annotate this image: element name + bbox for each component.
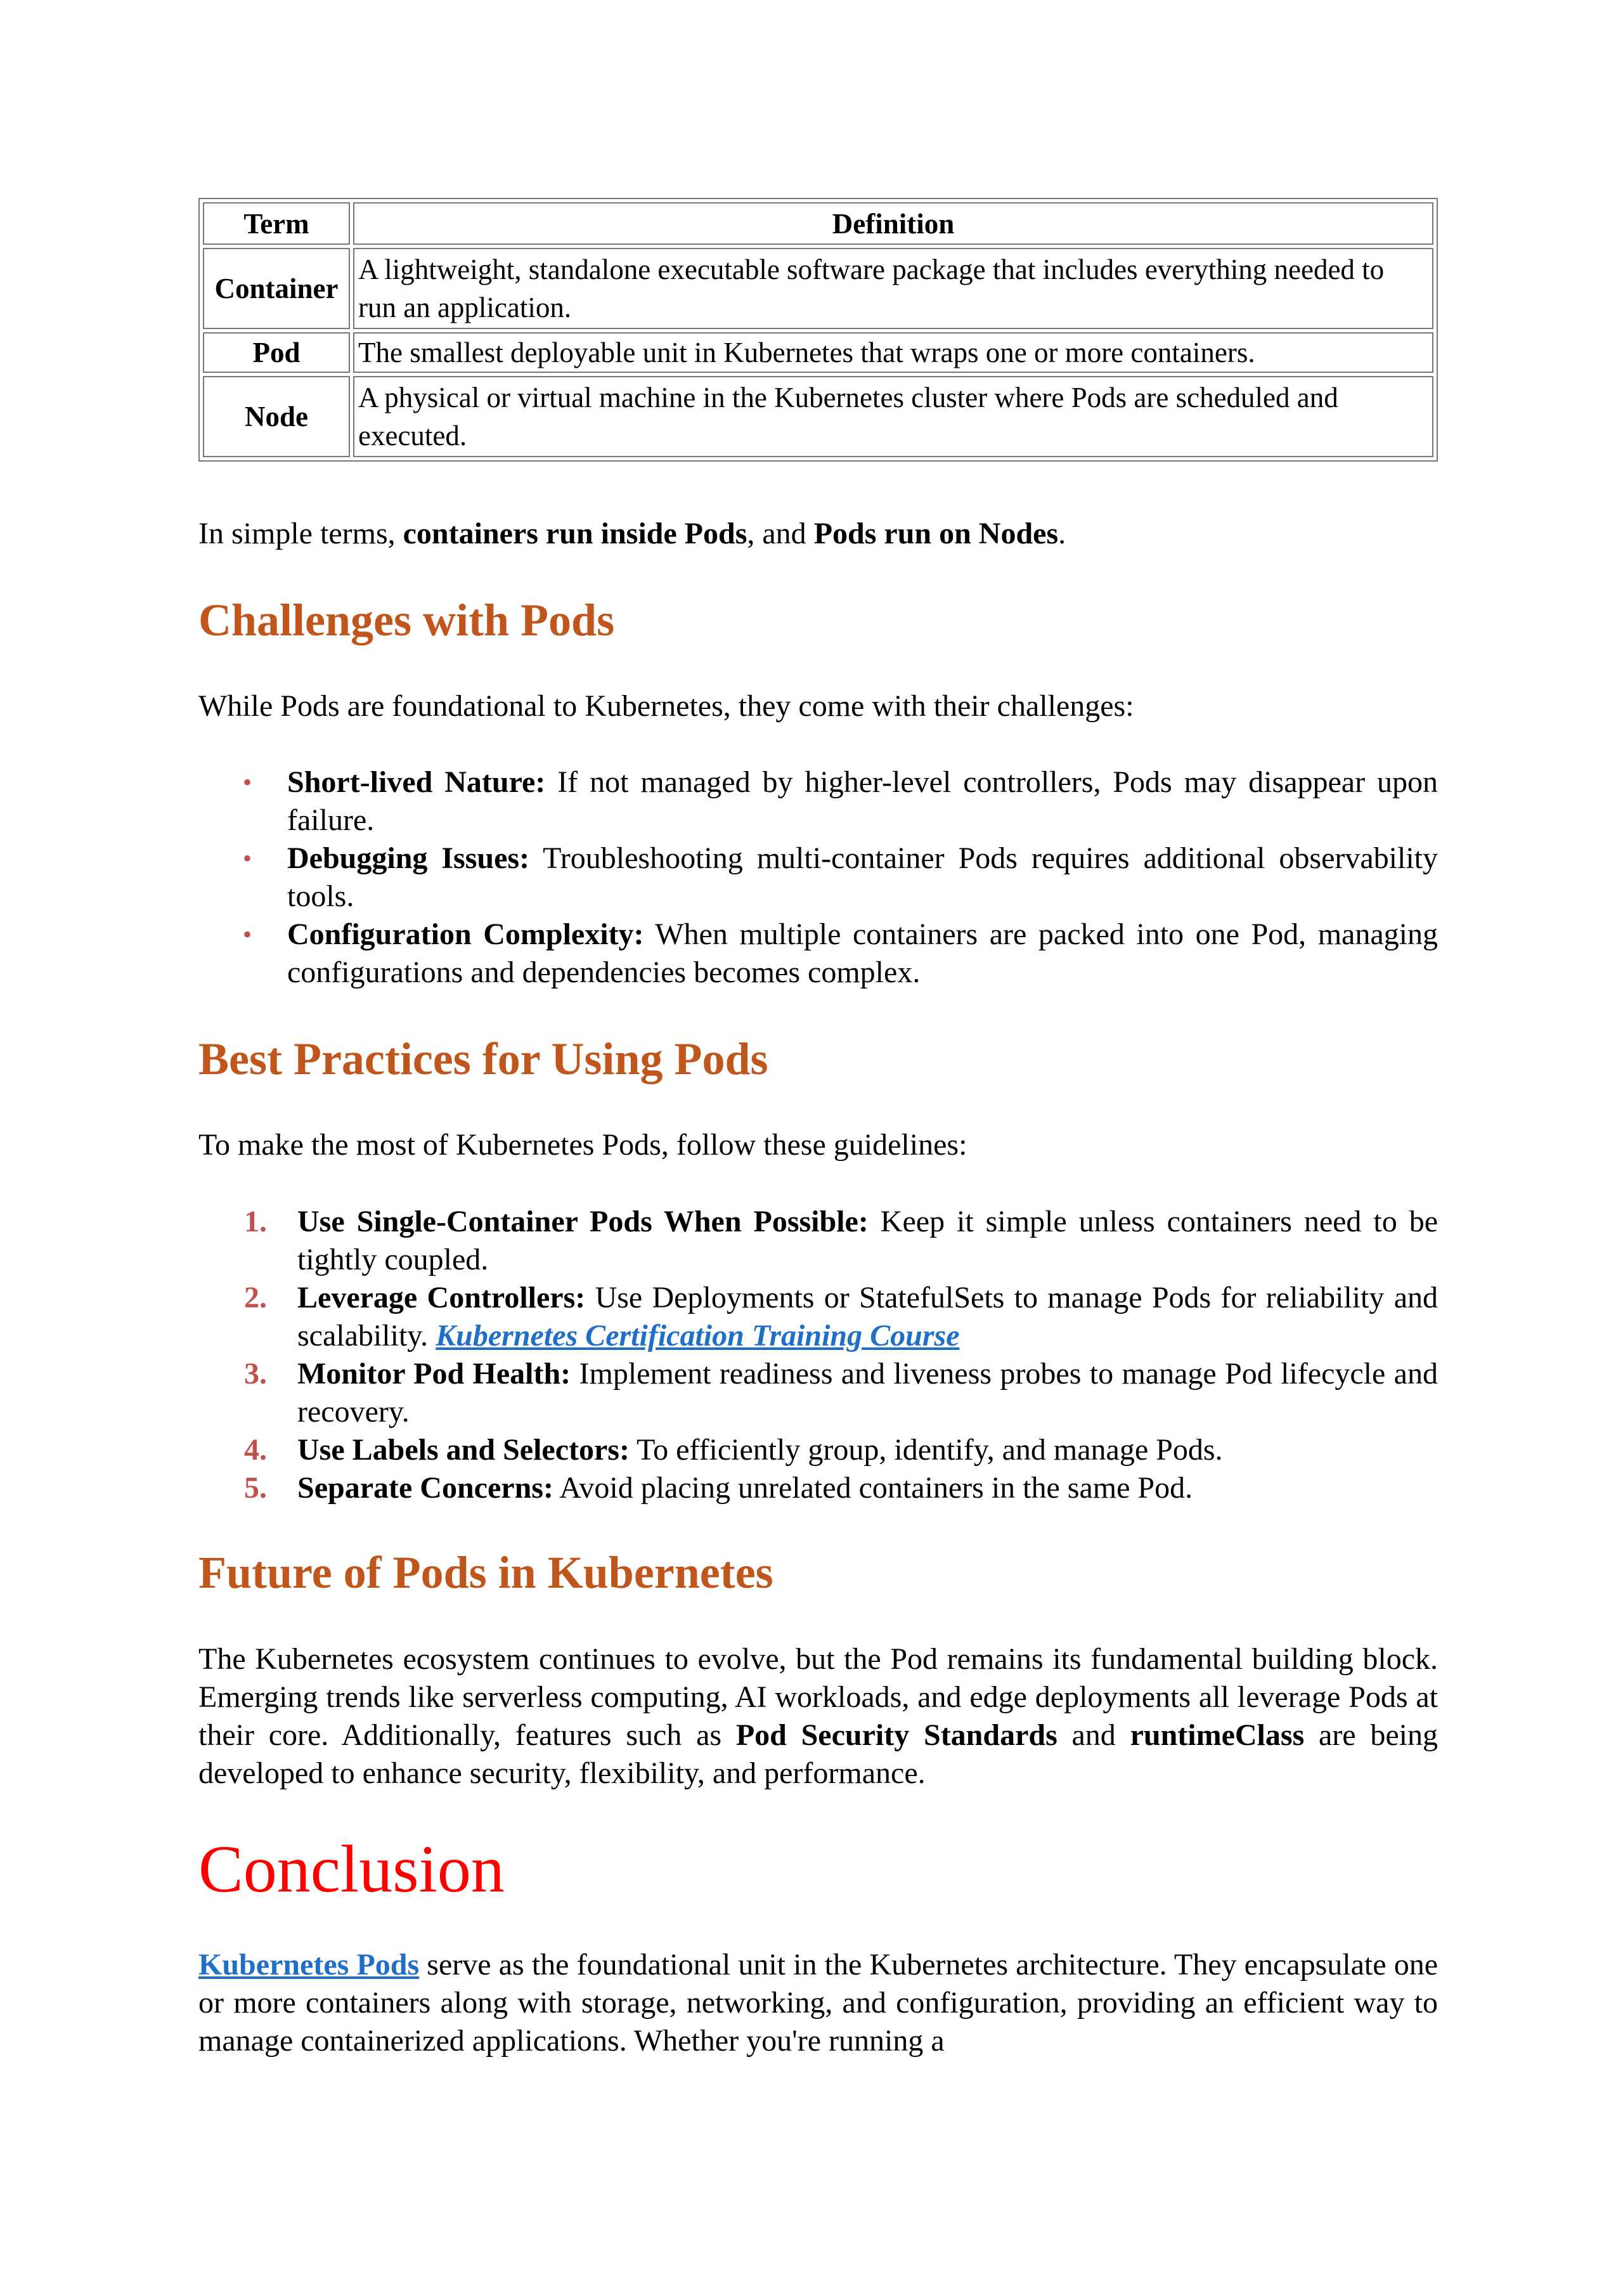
bullet-icon: • (243, 768, 252, 796)
term-cell: Node (203, 376, 350, 457)
summary-prefix: In simple terms, (198, 517, 403, 550)
definition-cell: A physical or virtual machine in the Kubernetes cluster where Pods are scheduled and executed. (353, 376, 1433, 457)
terms-table-wrapper (198, 198, 1438, 462)
list-item (198, 1279, 1438, 1355)
list-number: 5. (244, 1471, 267, 1505)
list-item-title: Short-lived Nature: (287, 765, 546, 799)
list-item-title: Leverage Controllers: (297, 1281, 586, 1314)
definition-cell: The smallest deployable unit in Kubernetes that wraps one or more containers. (353, 332, 1433, 373)
list-item-text: Troubleshooting multi-container Pods requires additional observability tools. (287, 841, 1439, 913)
list-item-title: Separate Concerns: (297, 1471, 553, 1505)
table-row (203, 248, 1433, 329)
summary-bold-1: containers run inside Pods (403, 517, 747, 550)
table-row (203, 376, 1433, 457)
list-item-text: Use Deployments or StatefulSets to manage Pods for reliability and scalability. (297, 1281, 1438, 1352)
best-practices-heading: Best Practices for Using Pods (198, 1034, 768, 1084)
definition-cell: A lightweight, standalone executable software package that includes everything needed to run an application. (353, 248, 1433, 329)
list-item (198, 1203, 1438, 1279)
list-item (198, 1355, 1438, 1431)
future-heading: Future of Pods in Kubernetes (198, 1547, 773, 1598)
header-term: Term (203, 202, 350, 245)
list-item-text: If not managed by higher-level controllers, Pods may disappear upon failure. (287, 765, 1438, 837)
term-cell: Container (203, 248, 350, 329)
conclusion-heading: Conclusion (198, 1832, 505, 1906)
list-number: 2. (244, 1281, 267, 1314)
future-text-1: The Kubernetes ecosystem continues to evolve, but the Pod remains its fundamental building block. Emerging trends like serverless computing, AI workloads, and edge deployments all leverage Pods at their core. Additionally, features such as (198, 1642, 1438, 1752)
conclusion-paragraph (198, 1946, 1438, 2060)
list-item-title: Monitor Pod Health: (297, 1357, 571, 1391)
header-definition: Definition (353, 202, 1433, 245)
best-practices-list (198, 1203, 1438, 1507)
terms-table (198, 198, 1438, 462)
challenges-list (198, 763, 1438, 992)
list-item-title: Debugging Issues: (287, 841, 530, 875)
summary-mid: , and (747, 517, 814, 550)
list-number: 4. (244, 1433, 267, 1467)
list-item-title: Configuration Complexity: (287, 918, 644, 951)
future-text-2: are being developed to enhance security, flexibility, and performance. (198, 1718, 1438, 1790)
table-header-row (203, 202, 1433, 245)
term-cell: Pod (203, 332, 350, 373)
list-item (198, 763, 1438, 840)
list-item (198, 916, 1438, 992)
summary-bold-2: Pods run on Nodes (813, 517, 1059, 550)
kubernetes-pods-link[interactable]: Kubernetes Pods (198, 1948, 420, 1981)
list-number: 3. (244, 1357, 267, 1391)
table-row (203, 332, 1433, 373)
list-item-title: Use Labels and Selectors: (297, 1433, 630, 1467)
list-item-text: Implement readiness and liveness probes to manage Pod lifecycle and recovery. (297, 1357, 1438, 1429)
best-practices-intro: To make the most of Kubernetes Pods, follow these guidelines: (198, 1128, 967, 1162)
future-bold-2: runtimeClass (1130, 1718, 1305, 1752)
summary-suffix: . (1058, 517, 1066, 550)
list-item (198, 840, 1438, 916)
bullet-icon: • (243, 844, 252, 872)
future-mid: and (1057, 1718, 1130, 1752)
conclusion-text: serve as the foundational unit in the Kubernetes architecture. They encapsulate one or more containers along with storage, networking, and configuration, providing an efficient way to manage containerized applications. Whether you're running a (198, 1948, 1438, 2058)
future-bold-1: Pod Security Standards (735, 1718, 1057, 1752)
list-item-text: To efficiently group, identify, and manage Pods. (629, 1433, 1223, 1467)
list-item-text: Keep it simple unless containers need to be tightly coupled. (297, 1205, 1438, 1276)
summary-paragraph (198, 515, 1438, 553)
challenges-heading: Challenges with Pods (198, 595, 615, 645)
list-item-text: Avoid placing unrelated containers in the same Pod. (553, 1471, 1193, 1505)
list-item (198, 1469, 1438, 1507)
future-paragraph (198, 1640, 1438, 1793)
list-number: 1. (244, 1205, 267, 1238)
challenges-intro: While Pods are foundational to Kubernetes, they come with their challenges: (198, 689, 1134, 723)
list-item-title: Use Single-Container Pods When Possible: (297, 1205, 869, 1238)
list-item (198, 1431, 1438, 1469)
bullet-icon: • (243, 920, 252, 949)
certification-course-link[interactable]: Kubernetes Certification Training Course (436, 1319, 960, 1352)
list-item-text: When multiple containers are packed into one Pod, managing configurations and dependencies becomes complex. (287, 918, 1439, 989)
